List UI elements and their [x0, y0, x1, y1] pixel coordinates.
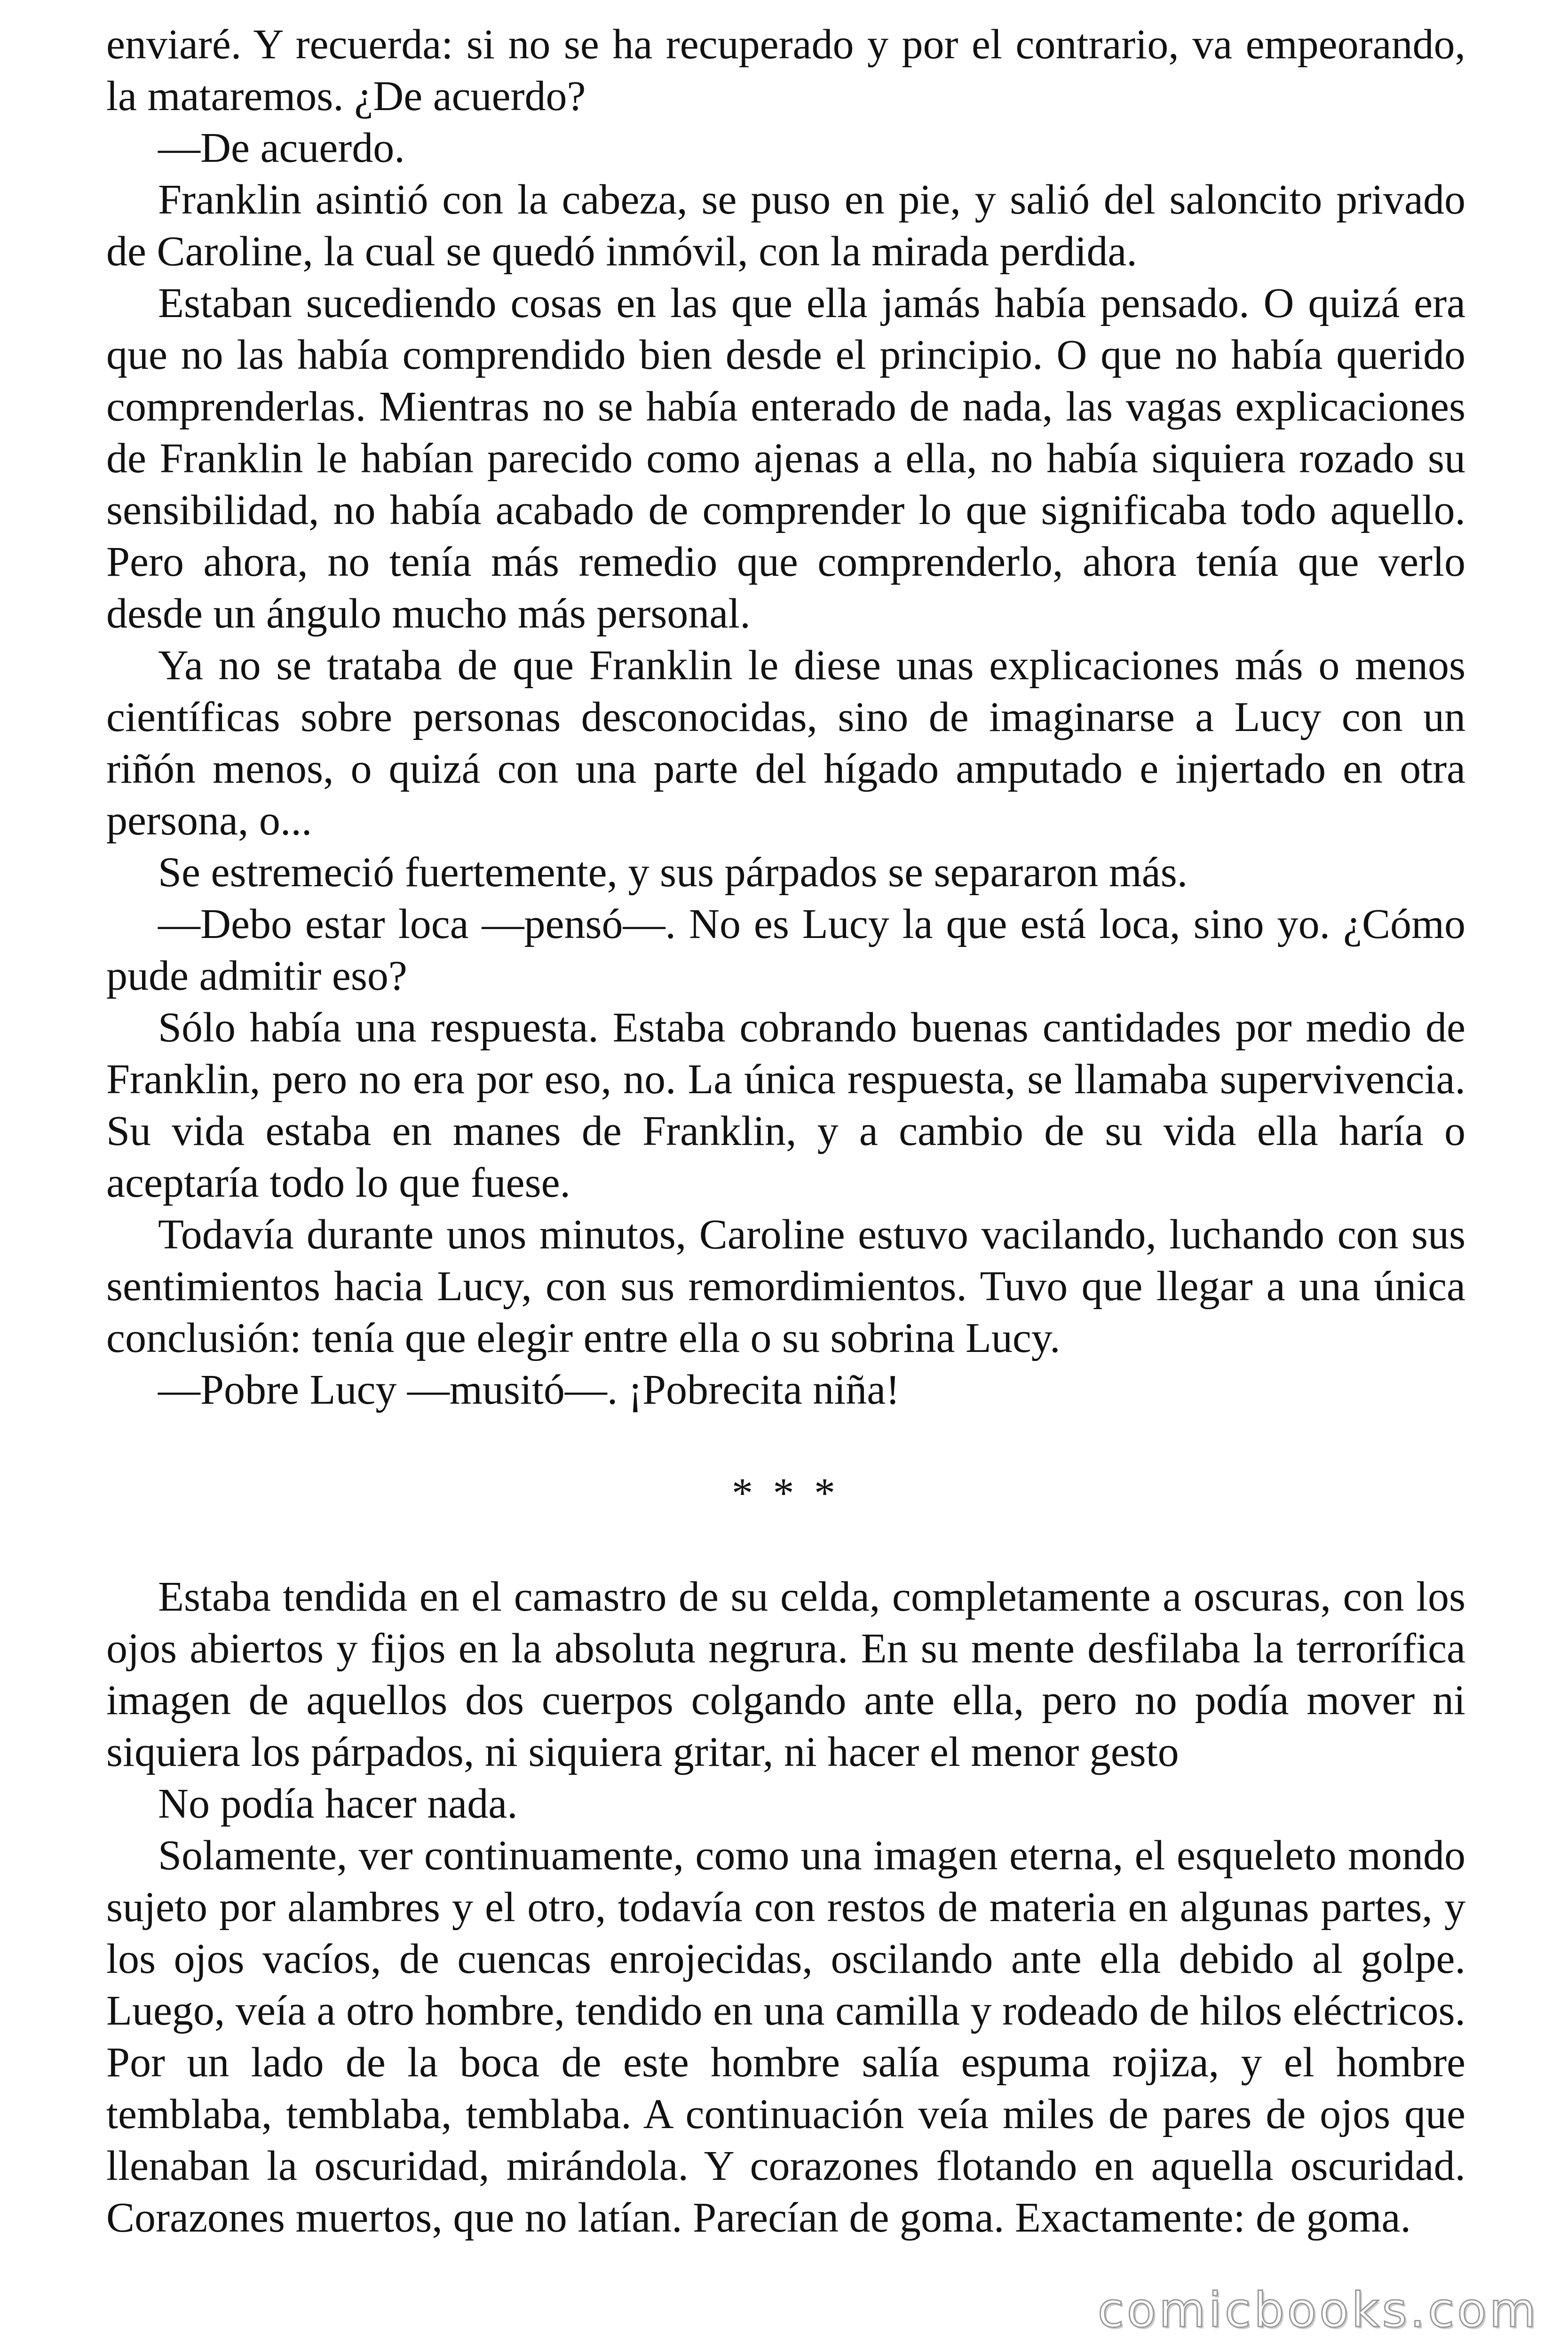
paragraph: Sólo había una respuesta. Estaba cobrando buenas cantidades por medio de Franklin, pero no era por eso, no. La única respuesta, se llamaba supervivencia. Su vida estaba en manes de Franklin, y a cambio de su vida ella haría o aceptaría todo lo que fuese. — [106, 1004, 1465, 1206]
body-text-bottom — [106, 1571, 1465, 2244]
paragraph: Solamente, ver continuamente, como una imagen eterna, el esqueleto mondo sujeto por alambres y el otro, todavía con restos de materia en algunas partes, y los ojos vacíos, de cuencas enrojecidas, oscilando ante ella debido al golpe. Luego, veía a otro hombre, tendido en una camilla y rodeado de hilos eléctricos. Por un lado de la boca de este hombre salía espuma rojiza, y el hombre temblaba, temblaba, temblaba. A continuación veía miles de pares de ojos que llenaban la oscuridad, mirándola. Y corazones flotando en aquella oscuridad. Corazones muertos, que no latían. Parecían de goma. Exactamente: de goma. — [106, 1832, 1465, 2241]
section-separator: * * * — [732, 1470, 840, 1517]
book-page — [106, 19, 1465, 2244]
paragraph: Todavía durante unos minutos, Caroline estuvo vacilando, luchando con sus sentimientos hacia Lucy, con sus remordimientos. Tuvo que llegar a una única conclusión: tenía que elegir entre ella o su sobrina Lucy. — [106, 1211, 1465, 1361]
paragraph: —Pobre Lucy —musitó—. ¡Pobrecita niña! — [158, 1367, 900, 1413]
paragraph: Ya no se trataba de que Franklin le diese unas explicaciones más o menos científicas sobre personas desconocidas, sino de imaginarse a Lucy con un riñón menos, o quizá con una parte del hígado amputado e injertado en otra persona, o... — [106, 642, 1465, 844]
paragraph: —De acuerdo. — [158, 125, 405, 171]
paragraph: Estaban sucediendo cosas en las que ella jamás había pensado. O quizá era que no las había comprendido bien desde el principio. O que no había querido comprenderlas. Mientras no se había enterado de nada, las vagas explicaciones de Franklin le habían parecido como ajenas a ella, no había siquiera rozado su sensibilidad, no había acabado de comprender lo que significaba todo aquello. Pero ahora, no tenía más remedio que comprenderlo, ahora tenía que verlo desde un ángulo mucho más personal. — [106, 280, 1465, 637]
site-watermark: comicbooks.com — [1097, 2282, 1539, 2338]
paragraph: Se estremeció fuertemente, y sus párpados se separaron más. — [158, 849, 1188, 896]
paragraph: Franklin asintió con la cabeza, se puso en pie, y salió del saloncito privado de Caroline, la cual se quedó inmóvil, con la mirada perdida. — [106, 176, 1465, 275]
paragraph: enviaré. Y recuerda: si no se ha recuperado y por el contrario, va empeorando, la mataremos. ¿De acuerdo? — [106, 21, 1465, 119]
paragraph: Estaba tendida en el camastro de su celda, completamente a oscuras, con los ojos abiertos y fijos en la absoluta negrura. En su mente desfilaba la terrorífica imagen de aquellos dos cuerpos colgando ante ella, pero no podía mover ni siquiera los párpados, ni siquiera gritar, ni hacer el menor gesto — [106, 1573, 1465, 1775]
paragraph: No podía hacer nada. — [158, 1780, 518, 1827]
paragraph: —Debo estar loca —pensó—. No es Lucy la que está loca, sino yo. ¿Cómo pude admitir eso? — [106, 901, 1465, 999]
body-text-top — [106, 19, 1465, 1416]
